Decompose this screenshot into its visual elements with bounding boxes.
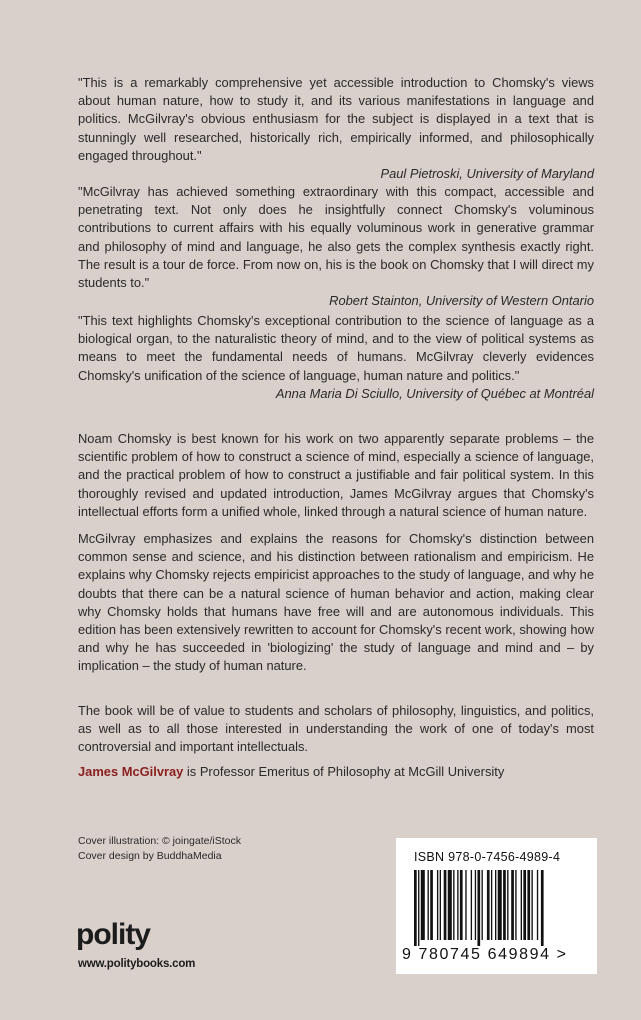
- barcode-box: [396, 838, 597, 974]
- barcode-bar: [515, 870, 516, 940]
- isbn-text: ISBN 978-0-7456-4989-4: [414, 850, 561, 864]
- barcode-bar: [487, 870, 490, 940]
- barcode-bar: [491, 870, 492, 940]
- barcode-bar: [430, 870, 433, 940]
- barcode-bar: [495, 870, 496, 940]
- description-para-3: The book will be of value to students and scholars of philosophy, linguistics, and politics, as well as to all those interested in understanding the work of one of today's most controversial and important intellectuals.: [78, 703, 594, 755]
- author-bio: [78, 763, 594, 781]
- barcode-bar: [465, 870, 466, 940]
- quote-attribution: Anna Maria Di Sciullo, University of Québec at Montréal: [275, 385, 594, 401]
- quote-text: "McGilvray has achieved something extraordinary with this compact, accessible and penetrating text. Not only does he insightfully connect Chomsky's voluminous contributions to current affairs with his equally voluminous work in generative grammar and philosophy of mind and language, he also gets the complex synthesis exactly right. The result is a tour de force. From now on, his is the book on Chomsky that I will direct my students to.": [78, 184, 594, 291]
- barcode-bar: [421, 870, 425, 940]
- design-credit: Cover design by BuddhaMedia: [78, 850, 222, 862]
- barcode-bar: [448, 870, 452, 940]
- barcode-bar: [440, 870, 441, 940]
- barcode-bar: [457, 870, 458, 940]
- barcode-bar: [471, 870, 472, 940]
- barcode-bar: [428, 870, 429, 940]
- barcode-bar: [531, 870, 532, 940]
- quote-attribution: Robert Stainton, University of Western Ontario: [329, 293, 594, 309]
- barcode-bar: [477, 870, 480, 946]
- quote-attribution: Paul Pietroski, University of Maryland: [380, 166, 594, 182]
- quote-text: "This text highlights Chomsky's exceptional contribution to the science of language as a biological organ, to the naturalistic theory of mind, and to the view of political systems as means to meet the fundamental needs of humans. McGilvray cleverly evidences Chomsky's unification of the science of language, human nature and politics.": [78, 313, 594, 383]
- barcode-digits: 9 780745 649894 >: [402, 946, 568, 963]
- barcode-bar: [521, 870, 522, 940]
- description-para-2: McGilvray emphasizes and explains the reasons for Chomsky's distinction between common sense and science, and his distinction between rationalism and empiricism. He explains why Chomsky rejects empiricist approaches to the study of language, and why he doubts that there can be a natural science of human behavior and action, making clear why Chomsky holds that humans have free will and are autonomous individuals. This edition has been extensively rewritten to account for Chomsky's recent work, showing how and why he has succeeded in 'biologizing' the study of language and mind and – by implication – the study of human nature.: [78, 531, 594, 674]
- barcode-bar: [507, 870, 508, 940]
- barcode-bar: [414, 870, 417, 946]
- publisher-logo: polity: [76, 918, 150, 951]
- cover-credits: [78, 834, 241, 864]
- barcode-bar: [460, 870, 463, 940]
- barcode-bar: [453, 870, 454, 940]
- barcode-bar: [418, 870, 419, 946]
- quote-text: "This is a remarkably comprehensive yet accessible introduction to Chomsky's views about human nature, how to study it, and its various manifestations in language and politics. McGilvray's obvious enthusiasm for the subject is displayed in a text that is stunningly well researched, historically rich, empirically informed, and philosophically engaged throughout.": [78, 75, 594, 163]
- barcode-bar: [527, 870, 530, 940]
- barcode-bars: [410, 870, 584, 946]
- barcode-bar: [475, 870, 476, 940]
- barcode-bar: [498, 870, 502, 940]
- barcode-bar: [523, 870, 526, 940]
- quote-3: [78, 312, 594, 403]
- illustration-credit: Cover illustration: © joingate/iStock: [78, 835, 241, 847]
- author-name: James McGilvray: [78, 764, 184, 779]
- barcode-bar: [437, 870, 438, 940]
- description-para-1: Noam Chomsky is best known for his work on two apparently separate problems – the scientific problem of how to construct a science of mind, especially a science of language, and the practical problem of how to construct a justifiable and fair political system. In this thoroughly revised and updated introduction, James McGilvray argues that Chomsky's intellectual efforts form a unified whole, linked through a natural science of human nature.: [78, 431, 594, 519]
- barcode-bar: [541, 870, 544, 946]
- barcode-bar: [444, 870, 447, 940]
- publisher-url: www.politybooks.com: [78, 958, 196, 970]
- author-bio-text: is Professor Emeritus of Philosophy at McGill University: [183, 764, 505, 779]
- barcode-bar: [511, 870, 514, 940]
- barcode-bar: [482, 870, 483, 940]
- quote-1: [78, 74, 594, 183]
- barcode-bar: [503, 870, 506, 940]
- quote-2: [78, 183, 594, 310]
- barcode-bar: [537, 870, 538, 940]
